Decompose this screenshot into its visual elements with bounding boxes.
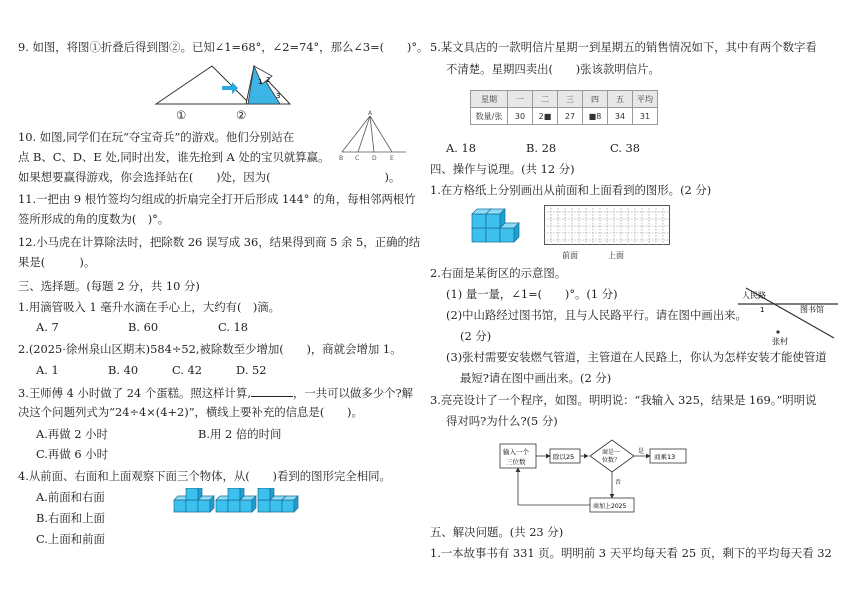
choice-1-option-b[interactable]: B. 60 — [128, 320, 159, 334]
flow-condition-diamond — [590, 440, 634, 472]
treasure-figure — [334, 110, 414, 162]
point-d-label: D — [372, 155, 377, 162]
choice-1: 1.用滴管吸入 1 毫升水滴在手心上，大约有( )滴。 — [18, 300, 281, 314]
choice-3-part-a: 3.王师傅 4 小时做了 24 个蛋糕。照这样计算, — [18, 386, 251, 400]
choice-3-line2: 决这个问题列式为“24÷4×(4+2)”，横线上要补充的信息是( )。 — [18, 405, 363, 419]
table-cell: 27 — [558, 108, 583, 125]
sales-table — [470, 90, 658, 125]
flow-no-label: 否 — [615, 479, 622, 486]
choice-3-part-b: ，一共可以做多少个?解 — [292, 386, 413, 400]
question-11-line2: 签所形成的角的度数为( )°。 — [18, 212, 170, 226]
flow-input-label-1: 输入一个 — [503, 448, 529, 456]
solve-1: 1.一本故事书有 331 页。明明前 3 天平均每天看 25 页，剩下的平均每天看 32 — [430, 546, 832, 560]
choice-3-blank — [251, 385, 293, 397]
choice-3-option-b[interactable]: B.用 2 倍的时间 — [198, 427, 282, 441]
library-label: 图书馆 — [800, 305, 824, 314]
table-header-cell: 平均 — [633, 91, 658, 108]
table-cell: 30 — [508, 108, 533, 125]
question-10-line1: 10. 如图,同学们在玩“夺宝奇兵”的游戏。他们分别站在 — [18, 130, 295, 144]
choice-4-option-a[interactable]: A.前面和右面 — [36, 490, 105, 504]
section-5-title: 五、解决问题。(共 23 分) — [430, 525, 564, 539]
table-cell: 数量/张 — [471, 108, 508, 125]
question-12-line1: 12.小马虎在计算除法时，把除数 26 误写成 36，结果得到商 5 余 5，正确的结 — [18, 235, 421, 249]
flow-yes-label: 是 — [638, 448, 645, 455]
flow-output-label: 商乘13 — [654, 453, 676, 461]
question-5-line2: 不清楚。星期四卖出( )张该款明信片。 — [446, 62, 660, 76]
table-cell: ■8 — [583, 108, 608, 125]
table-row — [471, 108, 658, 125]
flow-condition-label-1: 商是一 — [602, 449, 621, 456]
angle-3-label: 3 — [276, 92, 281, 100]
table-header-cell: 一 — [508, 91, 533, 108]
table-cell: 2■ — [533, 108, 558, 125]
choice-3-option-c[interactable]: C.再做 6 小时 — [36, 447, 108, 461]
choice-1-option-a[interactable]: A. 7 — [36, 320, 59, 334]
section-3-title: 三、选择题。(每题 2 分，共 10 分) — [18, 279, 200, 293]
cube-objects-figure — [172, 488, 302, 514]
grid-paper[interactable] — [544, 205, 670, 249]
choice-4-option-c[interactable]: C.上面和前面 — [36, 532, 105, 546]
table-header-cell: 星期 — [471, 91, 508, 108]
village-label: 张村 — [772, 337, 788, 346]
question-5-option-c[interactable]: C. 38 — [610, 141, 641, 155]
figure-2-label: ② — [236, 108, 247, 122]
question-5-option-b[interactable]: B. 28 — [526, 141, 557, 155]
stacked-cubes-figure — [470, 206, 526, 246]
question-12-line2: 果是( )。 — [18, 255, 96, 269]
question-10-line3: 如果想要赢得游戏，你会选择站在( )处，因为( )。 — [18, 170, 401, 184]
choice-2-option-c[interactable]: C. 42 — [172, 363, 203, 377]
point-c-label: C — [355, 155, 360, 162]
table-header-row — [471, 91, 658, 108]
point-a-label: A — [368, 110, 373, 117]
question-5-line1: 5.某文具店的一款明信片星期一到星期五的销售情况如下，其中有两个数字看 — [430, 40, 817, 54]
fold-figure — [150, 58, 300, 108]
question-9: 9. 如图，将图①折叠后得到图②。已知∠1=68°，∠2=74°，那么∠3=( )°。 — [18, 40, 429, 54]
figure-1-label: ① — [176, 108, 187, 122]
choice-1-option-c[interactable]: C. 18 — [218, 320, 249, 334]
practice-2-part-1: (1) 量一量，∠1=( )°。(1 分) — [446, 287, 618, 301]
table-header-cell: 三 — [558, 91, 583, 108]
angle-1-label: 1 — [258, 78, 263, 86]
table-cell: 31 — [633, 108, 658, 125]
table-header-cell: 五 — [608, 91, 633, 108]
choice-2: 2.(2025·徐州泉山区期末)584÷52,被除数至少增加( )，商就会增加 1。 — [18, 342, 402, 356]
point-e-label: E — [390, 155, 394, 162]
program-flowchart — [498, 436, 708, 520]
practice-2: 2.右面是某街区的示意图。 — [430, 266, 567, 280]
practice-2-part-3-line2: 最短?请在图中画出来。(2 分) — [460, 371, 612, 385]
choice-4: 4.从前面、右面和上面观察下面三个物体，从( )看到的图形完全相同。 — [18, 469, 391, 483]
question-10-line2: 点 B、C、D、E 处,同时出发，谁先抢到 A 处的宝贝就算赢。 — [18, 150, 330, 164]
practice-1: 1.在方格纸上分别画出从前面和上面看到的图形。(2 分) — [430, 183, 712, 197]
practice-2-part-2-line2: (2 分) — [460, 329, 492, 343]
choice-2-option-b[interactable]: B. 40 — [108, 363, 139, 377]
point-b-label: B — [339, 155, 344, 162]
practice-3-line1: 3.亮亮设计了一个程序，如图。明明说：“我输入 325，结果是 169。”明明说 — [430, 393, 817, 407]
flow-divide-label: 除以25 — [553, 453, 575, 461]
angle-2-label: 2 — [266, 76, 271, 84]
question-11-line1: 11.一把由 9 根竹签均匀组成的折扇完全打开后形成 144° 的角，每相邻两根竹 — [18, 192, 416, 206]
table-header-cell: 四 — [583, 91, 608, 108]
section-4-title: 四、操作与说理。(共 12 分) — [430, 162, 575, 176]
practice-3-line2: 得对吗?为什么?(5 分) — [446, 414, 558, 428]
grid-label-top: 上面 — [608, 251, 624, 260]
choice-2-option-d[interactable]: D. 52 — [236, 363, 267, 377]
question-5-option-a[interactable]: A. 18 — [446, 141, 476, 155]
village-point — [776, 330, 779, 333]
road-label: 人民路 — [742, 291, 766, 300]
choice-2-option-a[interactable]: A. 1 — [36, 363, 59, 377]
choice-3-option-a[interactable]: A.再做 2 小时 — [36, 427, 108, 441]
map-angle-label: 1 — [760, 306, 765, 314]
street-map[interactable] — [732, 282, 844, 348]
flow-add-label: 商加上2025 — [593, 503, 627, 510]
choice-3-line1 — [18, 385, 413, 400]
flow-input-label-2: 三位数 — [506, 458, 526, 466]
choice-4-option-b[interactable]: B.右面和上面 — [36, 511, 105, 525]
practice-2-part-3-line1: (3)张村需要安装燃气管道，主管道在人民路上，你认为怎样安装才能使管道 — [446, 350, 827, 364]
table-cell: 34 — [608, 108, 633, 125]
grid-label-front: 前面 — [562, 251, 578, 260]
table-header-cell: 二 — [533, 91, 558, 108]
flow-condition-label-2: 位数？ — [602, 457, 621, 464]
practice-2-part-2-line1: (2)中山路经过图书馆，且与人民路平行。请在图中画出来。 — [446, 308, 747, 322]
